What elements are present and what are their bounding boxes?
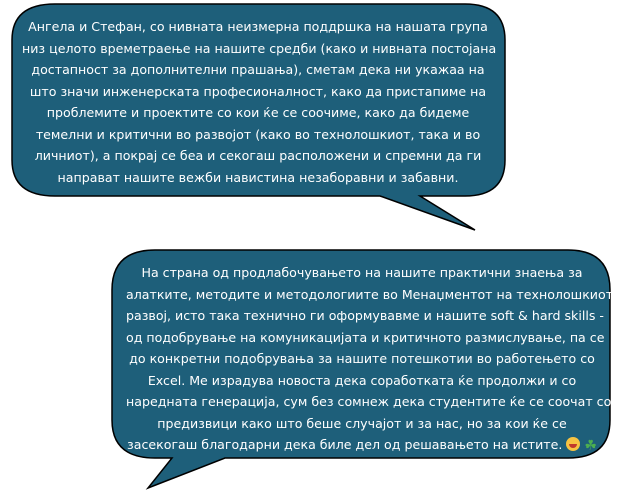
bubble-1-line: што значи инженерската професионалност, како да пристапиме на bbox=[29, 83, 487, 99]
bubble-2-line: предизвици како што беше случајот и за нас, но за кои ќе се bbox=[157, 415, 567, 431]
grinning-face-icon bbox=[566, 437, 580, 451]
bubble-1-line: темелни и критични во развојот (како во технолошкиот, така и во bbox=[35, 126, 481, 142]
bubble-2-line: до конкретни подобрувања за нашите потешкотии во работењето со bbox=[129, 351, 595, 366]
four-leaf-clover-icon: ☘ bbox=[584, 438, 597, 454]
bubble-1-line: направат нашите вежби навистина незаборавни и забавни. bbox=[57, 169, 459, 185]
bubble-2-line: развој, исто така технично ги оформувавме и нашите soft & hard skills - bbox=[126, 308, 604, 323]
bubble-1-line: низ целото времетраење на нашите средби (како и нивната постојана bbox=[22, 40, 497, 56]
bubble-2-line: наредната генерација, сум без сомнеж дека студентите ќе се соочат со bbox=[126, 394, 612, 409]
bubble-2-line: засекогаш благодарни дека биле дел од решавањето на истите. bbox=[127, 437, 563, 452]
bubble-1-text bbox=[22, 16, 497, 188]
bubble-2-last-line bbox=[126, 434, 598, 458]
bubble-1-line: Ангела и Стефан, со нивната неизмерна поддршка на нашата група bbox=[28, 19, 488, 34]
bubble-2-line: На страна од продлабочувањето на нашите практични знаења за bbox=[141, 265, 583, 280]
bubble-1-line: личниот), а покрај се беа и секогаш расположени и спремни да ги bbox=[34, 148, 482, 163]
bubble-2-line: Excel. Ме израдува новоста дека соработката ќе продолжи и со bbox=[147, 372, 577, 388]
bubble-1-line: проблемите и проектите со кои ќе се соочиме, како да бидеме bbox=[46, 105, 470, 120]
bubble-2-text bbox=[126, 262, 614, 458]
bubble-2-line: од подобрување на комуникацијата и критичното размислување, па се bbox=[126, 329, 605, 345]
bubble-2-line: алатките, методите и методологиите во Менаџментот на технолошкиот bbox=[126, 286, 614, 302]
bubble-1-line: достапност за дополнителни прашања), сметам дека ни укажаа на bbox=[31, 62, 485, 77]
